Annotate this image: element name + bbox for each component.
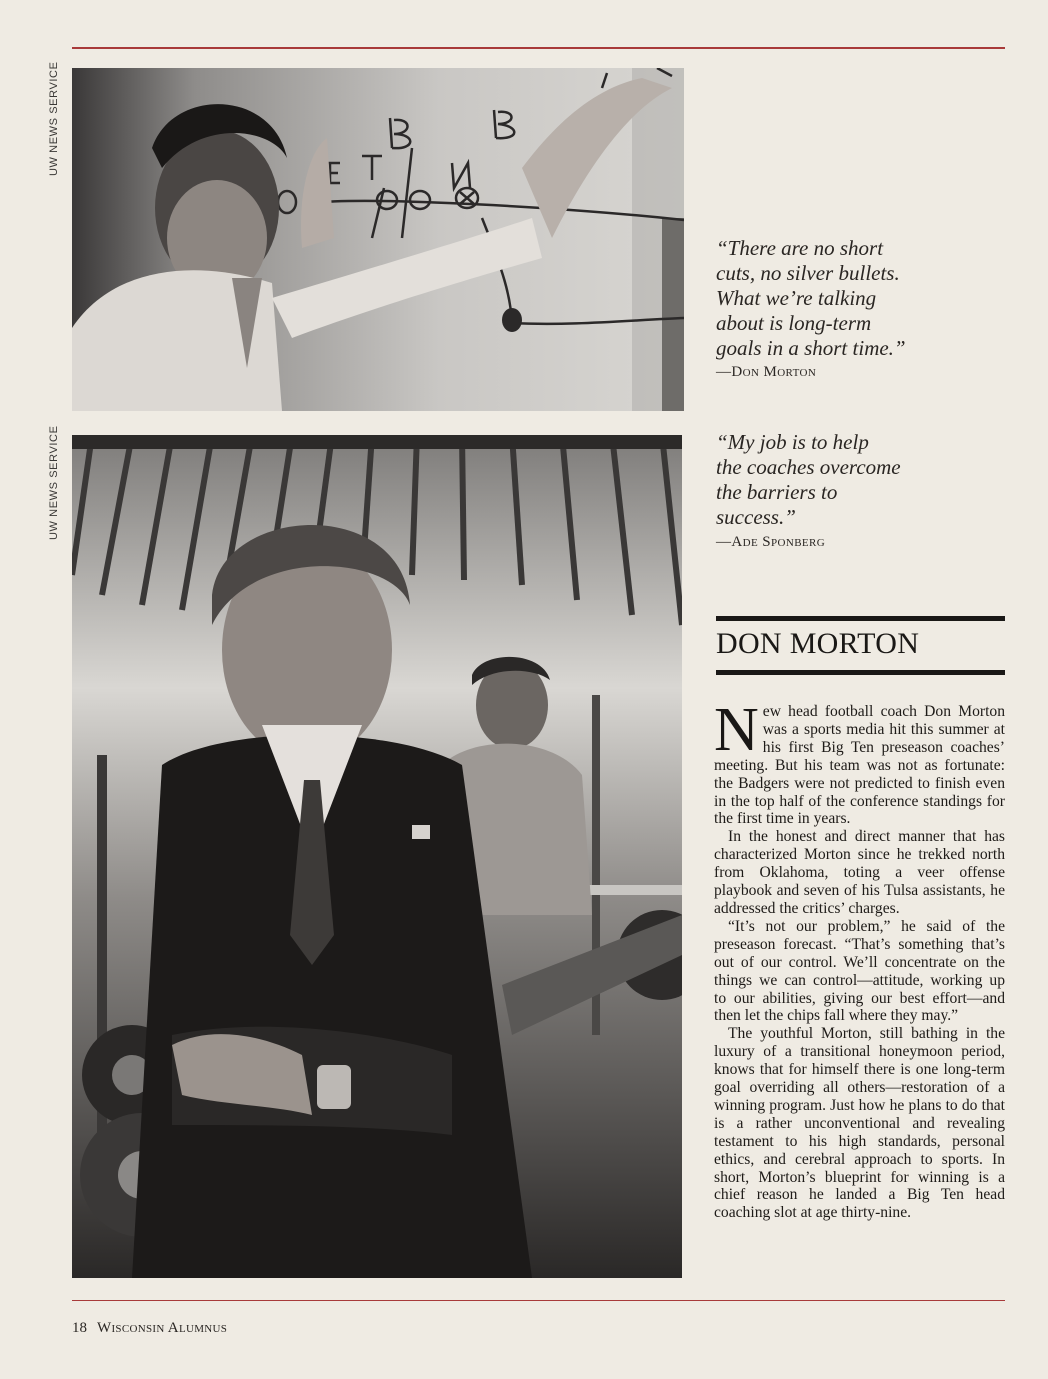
quote-line: goals in a short time.”	[716, 336, 906, 360]
article-body	[714, 696, 1005, 1222]
article-paragraph: The youthful Morton, still bathing in the luxury of a transitional honeymoon period, knows that for himself there is one long-term goal overriding all others—restoration of a winning program. Just how he plans to do that is a rather unconventional and revealing testament to his high standards, personal ethics, and cerebral approach to sports. In short, Morton’s blueprint for winning is a chief reason he landed a Big Ten head coaching slot at age thirty-nine.	[714, 1025, 1005, 1222]
article-paragraph: “It’s not our problem,” he said of the preseason forecast. “That’s something that’s out of our control. We’ll concentrate on the things we can control—attitude, working up to our abilities, giving our best effort—and then let the chips fall where they may.”	[714, 917, 1005, 1025]
quote-line: What we’re talking	[716, 286, 877, 310]
quote-line: “There are no short	[716, 236, 884, 260]
top-rule	[72, 47, 1005, 49]
article-headline: DON MORTON	[716, 627, 920, 660]
coach-at-chalkboard-photo	[72, 68, 684, 411]
headline-rule-bottom	[716, 670, 1005, 675]
article-paragraph	[714, 696, 1005, 828]
quote-line: cuts, no silver bullets.	[716, 261, 900, 285]
article-paragraph: In the honest and direct manner that has characterized Morton since he trekked north from Oklahoma, toting a veer offense playbook and seven of his Tulsa assistants, he addressed the critics’ charges.	[714, 828, 1005, 917]
bottom-rule	[72, 1300, 1005, 1301]
quote-attribution-sponberg: —Ade Sponberg	[716, 534, 826, 550]
photo-credit-top: UW NEWS SERVICE	[48, 61, 60, 176]
quote-attribution-morton: —Don Morton	[716, 364, 817, 380]
drop-cap: N	[714, 696, 759, 764]
coach-in-weight-room-photo	[72, 435, 682, 1278]
quote-line: success.”	[716, 505, 796, 529]
quote-line: the coaches overcome	[716, 455, 901, 479]
pull-quote-sponberg	[716, 430, 996, 530]
quote-line: “My job is to help	[716, 430, 869, 454]
magazine-name: Wisconsin Alumnus	[97, 1320, 228, 1336]
quote-line: about is long-term	[716, 311, 872, 335]
page-footer	[72, 1320, 227, 1337]
quote-line: the barriers to	[716, 480, 838, 504]
photo-credit-bottom: UW NEWS SERVICE	[48, 425, 60, 540]
headline-rule-top	[716, 616, 1005, 621]
page-number: 18	[72, 1320, 87, 1336]
pull-quote-morton	[716, 236, 996, 361]
paragraph-text: ew head football coach Don Morton was a sports media hit this summer at his first Big Ten preseason coaches’ meeting. But his team was not as fortunate: the Badgers were not predicted to finish even in the top half of the conference standings for the first time in years.	[714, 703, 1005, 828]
